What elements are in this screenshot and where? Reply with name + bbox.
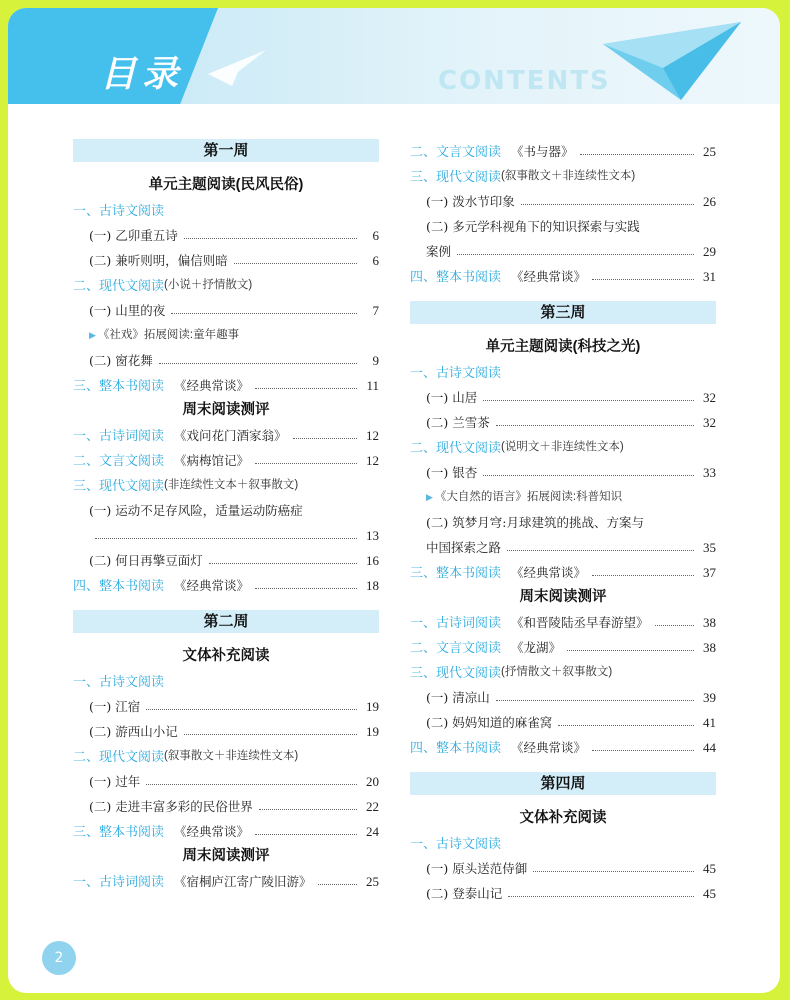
toc-entry[interactable] — [73, 248, 379, 273]
dot-leader — [259, 809, 357, 810]
toc-entry[interactable] — [410, 685, 716, 710]
dot-leader — [567, 650, 694, 651]
page-ref: 12 — [366, 453, 379, 468]
dot-leader — [580, 154, 694, 155]
category-subtitle: (叙事散文＋非连续性文本) — [501, 170, 636, 182]
page — [8, 8, 780, 993]
dot-leader — [496, 425, 694, 426]
section-heading: 文体补充阅读 — [182, 648, 270, 664]
toc-entry[interactable] — [73, 669, 379, 694]
page-ref: 19 — [366, 699, 379, 714]
toc-entry[interactable] — [410, 660, 716, 685]
category-label: 三、现代文阅读 — [73, 478, 165, 493]
dot-leader — [255, 834, 357, 835]
toc-entry[interactable] — [73, 423, 379, 448]
category-subtitle: (非连续性文本＋叙事散文) — [164, 479, 299, 491]
dot-leader — [255, 388, 357, 389]
extension-text: 《社戏》拓展阅读:童年趣事 — [97, 329, 240, 341]
toc-column-left — [73, 139, 379, 894]
dot-leader — [457, 254, 694, 255]
page-ref: 13 — [366, 528, 379, 543]
book-title: 《经典常谈》 — [511, 565, 587, 580]
category-label: 一、古诗文阅读 — [73, 674, 165, 689]
section-heading: 周末阅读测评 — [182, 402, 270, 418]
entry-title: 中国探索之路 — [426, 540, 502, 555]
category-subtitle: (抒情散文＋叙事散文) — [501, 666, 613, 678]
page-ref: 29 — [703, 244, 716, 259]
category-label: 二、文言文阅读 — [410, 640, 502, 655]
category-subtitle: (叙事散文＋非连续性文本) — [164, 750, 299, 762]
dot-leader — [521, 204, 694, 205]
toc-entry[interactable] — [73, 198, 379, 223]
toc-entry[interactable] — [73, 323, 379, 348]
dot-leader — [255, 588, 357, 589]
toc-entry[interactable] — [73, 273, 379, 298]
toc-entry[interactable] — [73, 744, 379, 769]
toc-entry[interactable] — [410, 139, 716, 164]
section-heading: 周末阅读测评 — [182, 848, 270, 864]
category-subtitle: (说明文＋非连续性文本) — [501, 441, 624, 453]
page-ref: 7 — [372, 303, 379, 318]
category-label: 三、现代文阅读 — [410, 169, 502, 184]
entry-title: (二) 走进丰富多彩的民俗世界 — [89, 799, 253, 814]
toc-column-right — [410, 139, 716, 906]
entry-title: (二) 登泰山记 — [426, 886, 503, 901]
dot-leader — [558, 725, 694, 726]
book-title: 《和晋陵陆丞早春游望》 — [511, 615, 649, 630]
toc-entry[interactable] — [410, 735, 716, 760]
page-ref: 31 — [703, 269, 716, 284]
toc-entry[interactable] — [410, 635, 716, 660]
toc-entry[interactable] — [73, 473, 379, 498]
toc-entry[interactable] — [410, 510, 716, 535]
dot-leader — [318, 884, 357, 885]
dot-leader — [592, 575, 694, 576]
paper-plane-large-icon — [603, 22, 743, 102]
book-title: 《戏问花门酒家翁》 — [174, 428, 287, 443]
toc-entry[interactable] — [410, 881, 716, 906]
toc-entry[interactable] — [410, 264, 716, 289]
toc-entry[interactable] — [73, 869, 379, 894]
page-ref: 12 — [366, 428, 379, 443]
toc-entry[interactable] — [73, 548, 379, 573]
dot-leader — [293, 438, 357, 439]
page-ref: 35 — [703, 540, 716, 555]
week-heading: 第二周 — [73, 610, 379, 633]
entry-title: (一) 运动不足存风险，适量运动防癌症 — [89, 503, 303, 518]
week-heading: 第四周 — [410, 772, 716, 795]
toc-entry[interactable] — [73, 819, 379, 844]
toc-entry[interactable] — [410, 535, 716, 560]
toc-entry[interactable] — [73, 348, 379, 373]
section-heading: 单元主题阅读(科技之光) — [485, 339, 641, 355]
page-ref: 39 — [703, 690, 716, 705]
toc-entry[interactable] — [73, 223, 379, 248]
entry-title: 案例 — [426, 244, 452, 259]
toc-entry[interactable] — [73, 523, 379, 548]
toc-entry[interactable] — [410, 460, 716, 485]
toc-entry[interactable] — [73, 373, 379, 398]
book-title: 《龙湖》 — [511, 640, 562, 655]
entry-title: (一) 泼水节印象 — [426, 194, 515, 209]
category-label: 三、现代文阅读 — [410, 665, 502, 680]
page-ref: 32 — [703, 390, 716, 405]
dot-leader — [592, 750, 694, 751]
entry-title: (一) 乙卯重五诗 — [89, 228, 178, 243]
dot-leader — [209, 563, 357, 564]
page-ref: 32 — [703, 415, 716, 430]
dot-leader — [507, 550, 694, 551]
dot-leader — [184, 734, 357, 735]
entry-title: (一) 原头送范侍御 — [426, 861, 528, 876]
page-ref: 19 — [366, 724, 379, 739]
entry-title: (二) 窗花舞 — [89, 353, 153, 368]
toc-entry[interactable] — [73, 448, 379, 473]
toc-entry[interactable] — [410, 360, 716, 385]
toc-entry[interactable] — [73, 298, 379, 323]
page-ref: 44 — [703, 740, 716, 755]
dot-leader — [171, 313, 357, 314]
section-heading: 周末阅读测评 — [519, 589, 607, 605]
spacer — [410, 760, 716, 772]
category-label: 一、古诗文阅读 — [410, 365, 502, 380]
toc-entry[interactable] — [410, 610, 716, 635]
toc-entry[interactable] — [410, 560, 716, 585]
toc-entry[interactable] — [410, 435, 716, 460]
category-label: 三、整本书阅读 — [410, 565, 502, 580]
page-ref: 9 — [372, 353, 379, 368]
entry-title: (一) 江宿 — [89, 699, 141, 714]
category-label: 一、古诗词阅读 — [73, 874, 165, 889]
dot-leader — [255, 463, 357, 464]
extension-text: 《大自然的语言》拓展阅读:科普知识 — [434, 491, 623, 503]
category-label: 二、现代文阅读 — [73, 749, 165, 764]
category-label: 一、古诗词阅读 — [410, 615, 502, 630]
category-label: 二、现代文阅读 — [73, 278, 165, 293]
toc-entry[interactable] — [410, 164, 716, 189]
book-title: 《病梅馆记》 — [174, 453, 250, 468]
dot-leader — [95, 538, 357, 539]
toc-entry[interactable] — [73, 573, 379, 598]
entry-title: (二) 妈妈知道的麻雀窝 — [426, 715, 553, 730]
page-ref: 38 — [703, 640, 716, 655]
category-label: 三、整本书阅读 — [73, 378, 165, 393]
extension-reading — [410, 485, 622, 510]
section-heading: 文体补充阅读 — [519, 810, 607, 826]
toc-entry[interactable] — [73, 769, 379, 794]
category-label: 一、古诗文阅读 — [410, 836, 502, 851]
category-label: 四、整本书阅读 — [410, 269, 502, 284]
book-title: 《经典常谈》 — [174, 378, 250, 393]
entry-title: (一) 银杏 — [426, 465, 478, 480]
dot-leader — [496, 700, 694, 701]
toc-entry[interactable] — [73, 719, 379, 744]
entry-title: (一) 山居 — [426, 390, 478, 405]
toc-entry[interactable] — [410, 410, 716, 435]
dot-leader — [184, 238, 357, 239]
book-title: 《宿桐庐江寄广陵旧游》 — [174, 874, 312, 889]
page-ref: 6 — [372, 253, 379, 268]
toc-entry[interactable] — [410, 385, 716, 410]
page-ref: 45 — [703, 886, 716, 901]
entry-title: (一) 过年 — [89, 774, 141, 789]
toc-entry[interactable] — [410, 710, 716, 735]
toc-entry[interactable] — [73, 794, 379, 819]
category-label: 一、古诗文阅读 — [73, 203, 165, 218]
paper-plane-icon — [208, 48, 268, 88]
dot-leader — [483, 400, 694, 401]
toc-entry[interactable] — [410, 189, 716, 214]
category-label: 一、古诗词阅读 — [73, 428, 165, 443]
page-ref: 26 — [703, 194, 716, 209]
entry-title: (二) 游西山小记 — [89, 724, 178, 739]
dot-leader — [508, 896, 694, 897]
spacer — [410, 289, 716, 301]
category-label: 四、整本书阅读 — [410, 740, 502, 755]
dot-leader — [146, 784, 357, 785]
page-ref: 25 — [366, 874, 379, 889]
toc-entry[interactable] — [410, 485, 716, 510]
dot-leader — [483, 475, 694, 476]
page-ref: 20 — [366, 774, 379, 789]
book-title: 《书与器》 — [511, 144, 574, 159]
spacer — [73, 598, 379, 610]
entry-title: (二) 多元学科视角下的知识探索与实践 — [426, 219, 640, 234]
page-ref: 45 — [703, 861, 716, 876]
page-ref: 11 — [366, 378, 379, 393]
book-title: 《经典常谈》 — [174, 824, 250, 839]
book-title: 《经典常谈》 — [511, 269, 587, 284]
toc-entry[interactable] — [410, 239, 716, 264]
category-label: 二、文言文阅读 — [73, 453, 165, 468]
toc-entry[interactable] — [410, 214, 716, 239]
page-ref: 41 — [703, 715, 716, 730]
page-ref: 22 — [366, 799, 379, 814]
extension-reading — [73, 323, 239, 348]
triangle-icon: ▶ — [426, 492, 433, 502]
page-ref: 38 — [703, 615, 716, 630]
contents-wordmark: CONTENTS — [438, 66, 611, 96]
entry-title: (二) 兰雪茶 — [426, 415, 490, 430]
entry-title: (一) 清凉山 — [426, 690, 490, 705]
entry-title: (二) 筑梦月穹:月球建筑的挑战、方案与 — [426, 515, 644, 530]
page-ref: 25 — [703, 144, 716, 159]
page-title: 目录 — [100, 54, 185, 95]
toc-entry[interactable] — [410, 856, 716, 881]
book-title: 《经典常谈》 — [511, 740, 587, 755]
book-title: 《经典常谈》 — [174, 578, 250, 593]
category-label: 四、整本书阅读 — [73, 578, 165, 593]
dot-leader — [655, 625, 694, 626]
week-heading: 第三周 — [410, 301, 716, 324]
dot-leader — [533, 871, 694, 872]
category-label: 二、文言文阅读 — [410, 144, 502, 159]
entry-title: (二) 何日再擎豆面灯 — [89, 553, 203, 568]
week-heading: 第一周 — [73, 139, 379, 162]
dot-leader — [234, 263, 357, 264]
toc-entry[interactable] — [73, 694, 379, 719]
triangle-icon: ▶ — [89, 330, 96, 340]
dot-leader — [159, 363, 357, 364]
header-banner — [8, 8, 780, 104]
toc-entry[interactable] — [410, 831, 716, 856]
page-ref: 18 — [366, 578, 379, 593]
page-ref: 16 — [366, 553, 379, 568]
entry-title: (二) 兼听则明，偏信则暗 — [89, 253, 228, 268]
category-label: 二、现代文阅读 — [410, 440, 502, 455]
page-ref: 6 — [372, 228, 379, 243]
dot-leader — [592, 279, 694, 280]
section-heading: 单元主题阅读(民风民俗) — [148, 177, 304, 193]
page-ref: 33 — [703, 465, 716, 480]
entry-title: (一) 山里的夜 — [89, 303, 166, 318]
page-ref: 37 — [703, 565, 716, 580]
page-number: 2 — [42, 941, 76, 975]
category-subtitle: (小说＋抒情散文) — [164, 279, 253, 291]
page-ref: 24 — [366, 824, 379, 839]
dot-leader — [146, 709, 357, 710]
category-label: 三、整本书阅读 — [73, 824, 165, 839]
toc-entry[interactable] — [73, 498, 379, 523]
